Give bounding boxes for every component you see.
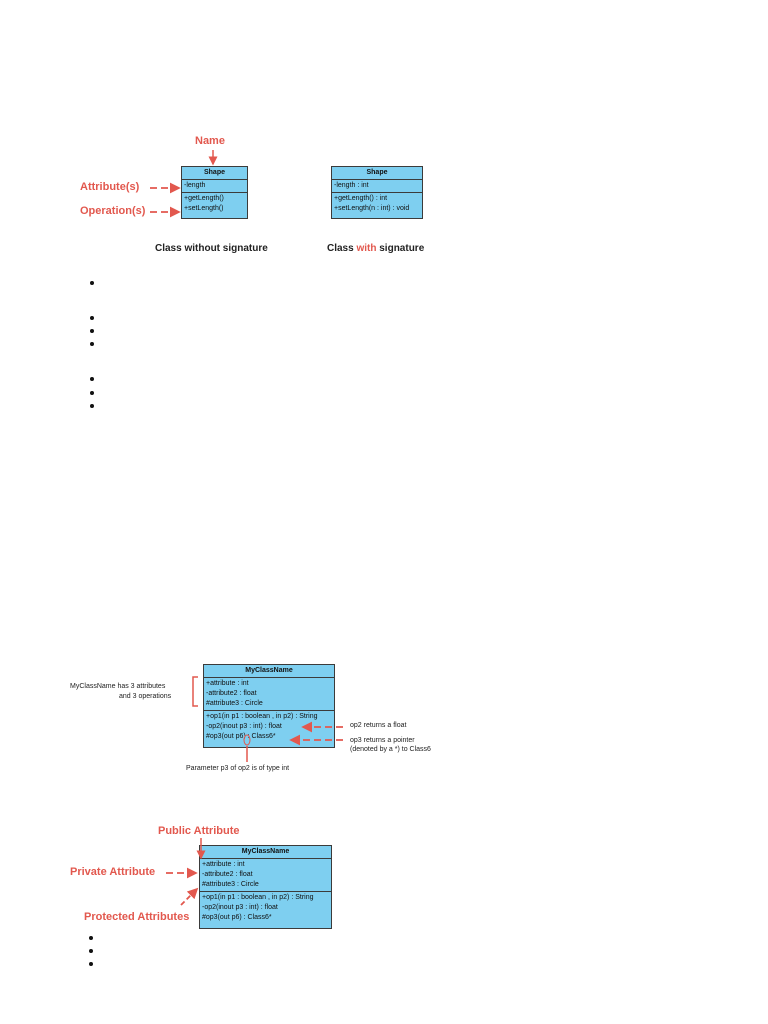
class-name: MyClassName [204,665,334,678]
attribute-row: #attribute3 : Circle [206,700,263,707]
caption-prefix: Class [327,243,357,254]
operation-row: +getLength() : int [334,195,388,202]
caption-without-signature: Class without signature [155,243,268,254]
class-name: Shape [332,167,422,180]
operation-row: +op1(in p1 : boolean , in p2) : String [206,713,318,720]
attributes-bracket [193,677,198,706]
operation-row: +setLength() [184,205,224,212]
operation-row: #op3(out p6) : Class6* [202,914,272,921]
protected-arrow [181,889,197,905]
attribute-row: -length : int [334,182,369,189]
attribute-row: +attribute : int [206,680,249,687]
attribute-row: -attribute2 : float [206,690,257,697]
class-name: MyClassName [200,846,331,859]
operation-row: +setLength(n : int) : void [334,205,410,212]
attribute-row: +attribute : int [202,861,245,868]
class-name: Shape [182,167,247,180]
summary-note-line2: and 3 operations [119,693,172,700]
op2-note: op2 returns a float [350,722,407,729]
operations-label: Operation(s) [80,205,146,217]
attribute-row: #attribute3 : Circle [202,881,259,888]
attributes-label: Attribute(s) [80,181,140,193]
op3-note-line1: op3 returns a pointer [350,737,415,744]
operation-row: -op2(inout p3 : int) : float [202,904,278,911]
attribute-row: -length [184,182,206,189]
caption-suffix: signature [376,243,425,254]
caption-highlight: with [356,243,377,254]
operation-row: #op3(out p6) : Class6* [206,733,276,740]
attribute-row: -attribute2 : float [202,871,253,878]
summary-note-line1: MyClassName has 3 attributes [70,683,166,690]
op3-note-line2: (denoted by a *) to Class6 [350,746,431,753]
name-label: Name [195,135,225,147]
public-attribute-label: Public Attribute [158,825,240,837]
protected-attributes-label: Protected Attributes [84,911,190,923]
param-note: Parameter p3 of op2 is of type int [186,765,290,772]
operation-row: -op2(inout p3 : int) : float [206,723,282,730]
operation-row: +op1(in p1 : boolean , in p2) : String [202,894,314,901]
param-highlight [244,735,250,745]
operation-row: +getLength() [184,195,224,202]
private-attribute-label: Private Attribute [70,866,156,878]
